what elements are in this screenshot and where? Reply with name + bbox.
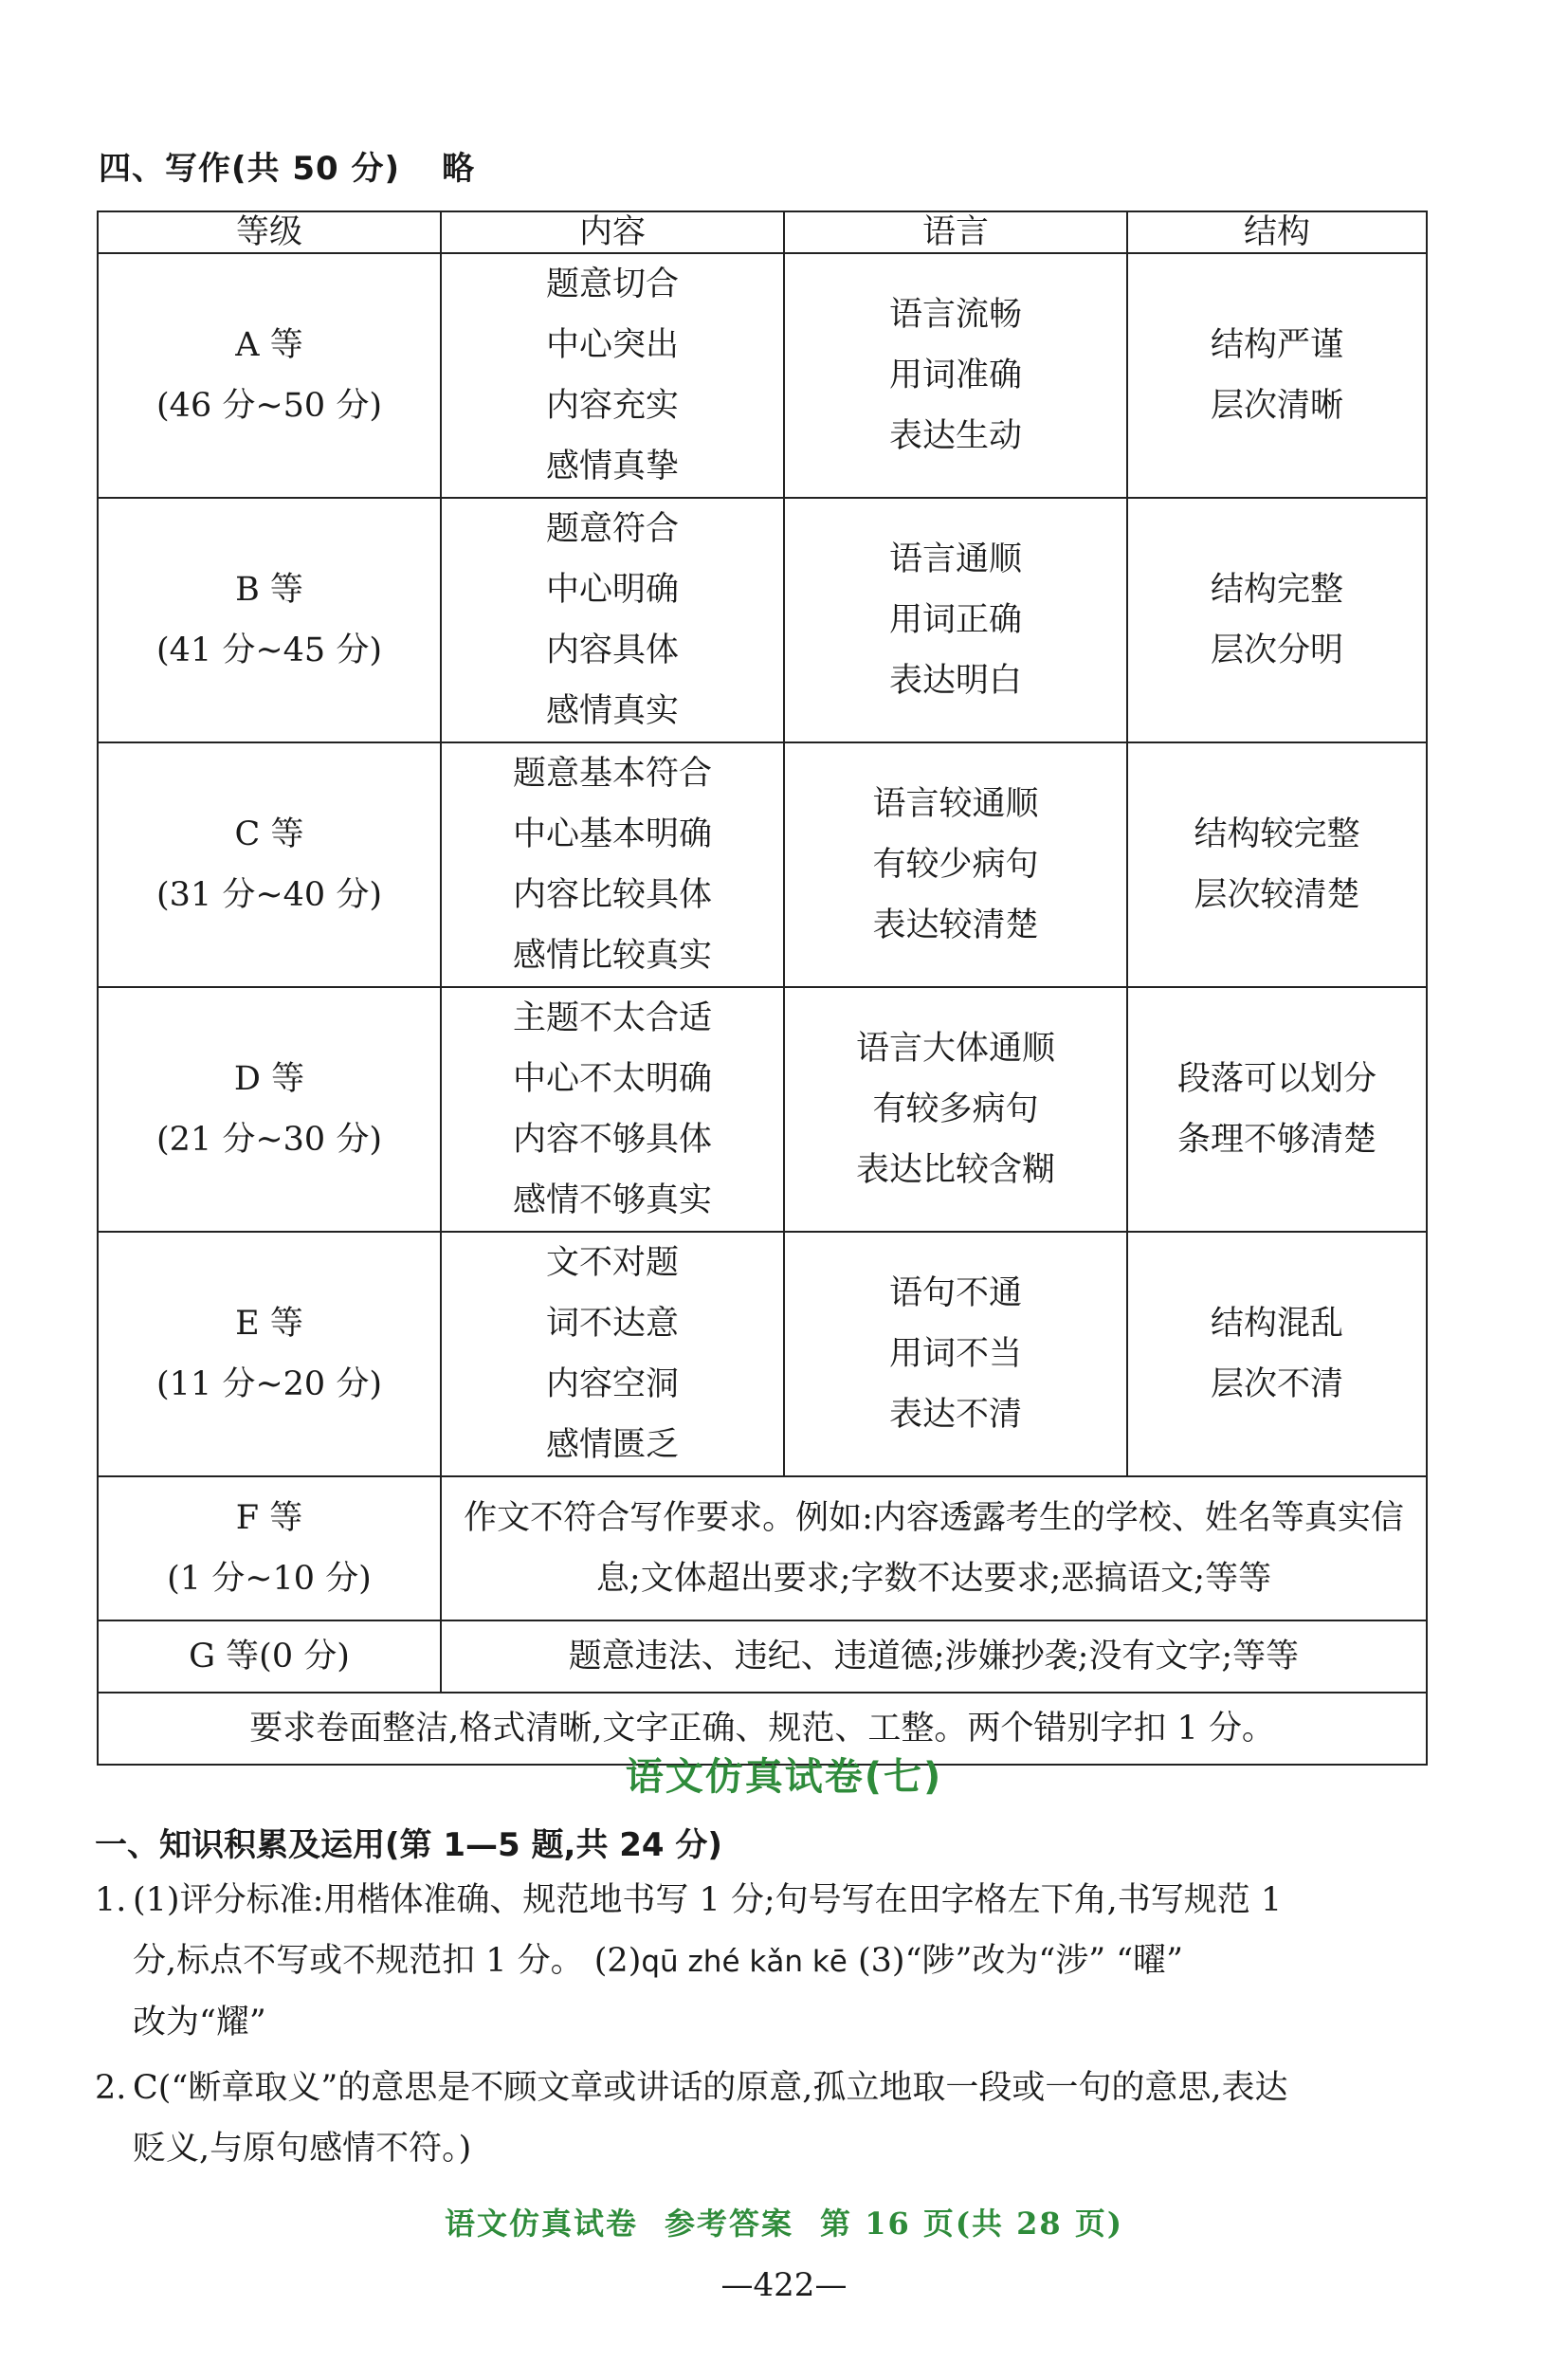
structure-cell — [1127, 742, 1427, 987]
content-line: 内容比较具体 — [512, 876, 712, 914]
answer-line: 贬义,与原句感情不符。) — [133, 2130, 472, 2168]
content-cell — [441, 987, 784, 1232]
page-number: —422— — [720, 2266, 848, 2304]
content-line: 词不达意 — [545, 1305, 679, 1343]
content-line: 题意基本符合 — [512, 755, 712, 793]
structure-line: 段落可以划分 — [1176, 1060, 1377, 1098]
table-header-row — [98, 211, 1427, 253]
language-line: 用词不当 — [888, 1335, 1022, 1373]
answer-text: 分,标点不写或不规范扣 1 分。 (2) — [133, 1942, 642, 1980]
grade-label: F 等 — [235, 1499, 303, 1537]
content-line: 题意符合 — [545, 510, 679, 548]
content-line: 感情不够真实 — [512, 1181, 712, 1219]
language-cell — [784, 498, 1127, 742]
language-line: 用词准确 — [888, 357, 1022, 394]
grade-label: G 等(0 分) — [98, 1620, 441, 1693]
grade-cell — [98, 253, 441, 498]
structure-line: 层次较清楚 — [1194, 876, 1360, 914]
footer-page-info: 第 16 页(共 28 页) — [820, 2206, 1123, 2242]
f-row-description: 作文不符合写作要求。例如:内容透露考生的学校、姓名等真实信息;文体超出要求;字数不达要求;恶搞语文;等等 — [441, 1476, 1427, 1620]
grade-range: (11 分~20 分) — [156, 1365, 382, 1403]
language-line: 语言通顺 — [888, 540, 1022, 578]
grade-cell — [98, 1232, 441, 1476]
content-line: 中心不太明确 — [512, 1060, 712, 1098]
structure-line: 层次清晰 — [1210, 387, 1343, 425]
grade-range: (31 分~40 分) — [156, 876, 382, 914]
question-1-answer — [95, 1870, 1431, 2053]
content-line: 主题不太合适 — [512, 999, 712, 1037]
content-line: 内容不够具体 — [512, 1121, 712, 1159]
table-row-f — [98, 1476, 1427, 1620]
grade-label: D 等 — [233, 1060, 305, 1098]
structure-cell — [1127, 987, 1427, 1232]
language-line: 语句不通 — [888, 1274, 1022, 1312]
answer-line: C(“断章取义”的意思是不顾文章或讲话的原意,孤立地取一段或一句的意思,表达 — [133, 2069, 1288, 2107]
structure-line: 结构严谨 — [1210, 326, 1343, 364]
content-cell — [441, 742, 784, 987]
language-line: 有较多病句 — [872, 1090, 1039, 1128]
g-row-description: 题意违法、违纪、违道德;涉嫌抄袭;没有文字;等等 — [441, 1620, 1427, 1693]
language-cell — [784, 742, 1127, 987]
structure-line: 层次不清 — [1210, 1365, 1343, 1403]
structure-cell — [1127, 1232, 1427, 1476]
structure-line: 条理不够清楚 — [1176, 1121, 1377, 1159]
exam-title: 语文仿真试卷(七) — [625, 1755, 943, 1799]
answer-line: 改为“耀” — [133, 2004, 266, 2041]
structure-cell — [1127, 253, 1427, 498]
table-row-a — [98, 253, 1427, 498]
structure-cell — [1127, 498, 1427, 742]
section-4-heading — [99, 142, 475, 189]
grading-rubric-table — [97, 211, 1428, 1766]
pinyin-answer: qū zhé kǎn kē — [641, 1945, 848, 1979]
grade-range: (46 分~50 分) — [156, 387, 382, 425]
content-line: 中心明确 — [545, 571, 679, 609]
section-4-brief: 略 — [442, 150, 476, 188]
language-line: 有较少病句 — [872, 846, 1039, 884]
question-number: 2. — [95, 2069, 127, 2107]
answer-text: (3)“陟”改为“涉” “曜” — [847, 1942, 1184, 1980]
structure-line: 结构较完整 — [1194, 815, 1360, 853]
language-line: 表达不清 — [888, 1396, 1022, 1434]
structure-line: 结构混乱 — [1210, 1305, 1343, 1343]
language-line: 语言较通顺 — [872, 785, 1039, 823]
page-footer — [0, 2200, 1568, 2243]
content-line: 中心突出 — [545, 326, 679, 364]
content-line: 题意切合 — [545, 265, 679, 303]
grade-range: (41 分~45 分) — [156, 632, 382, 669]
header-grade: 等级 — [98, 211, 441, 253]
content-cell — [441, 498, 784, 742]
grade-cell — [98, 987, 441, 1232]
content-line: 感情匮乏 — [545, 1426, 679, 1464]
content-line: 中心基本明确 — [512, 815, 712, 853]
language-cell — [784, 987, 1127, 1232]
header-structure: 结构 — [1127, 211, 1427, 253]
section-4-title: 四、写作(共 50 分) — [99, 150, 401, 188]
language-line: 表达生动 — [888, 417, 1022, 455]
content-line: 文不对题 — [545, 1244, 679, 1282]
content-line: 感情真实 — [545, 692, 679, 730]
footer-section: 参考答案 — [665, 2206, 794, 2242]
content-line: 感情比较真实 — [512, 937, 712, 975]
language-line: 表达明白 — [888, 662, 1022, 700]
language-line: 表达较清楚 — [872, 906, 1039, 944]
content-line: 内容空洞 — [545, 1365, 679, 1403]
grade-label: B 等 — [235, 571, 303, 609]
table-note: 要求卷面整洁,格式清晰,文字正确、规范、工整。两个错别字扣 1 分。 — [98, 1693, 1427, 1765]
language-line: 语言流畅 — [888, 296, 1022, 334]
language-line: 语言大体通顺 — [855, 1030, 1055, 1068]
question-number: 1. — [95, 1881, 127, 1919]
grade-label: A 等 — [235, 326, 303, 364]
answer-line — [133, 1931, 1431, 1992]
language-line: 用词正确 — [888, 601, 1022, 639]
question-2-answer — [95, 2058, 1431, 2179]
grade-cell — [98, 1476, 441, 1620]
structure-line: 层次分明 — [1210, 632, 1343, 669]
table-row-d — [98, 987, 1427, 1232]
grade-label: C 等 — [234, 815, 304, 853]
part-1-heading: 一、知识积累及运用(第 1—5 题,共 24 分) — [95, 1826, 722, 1864]
grade-cell — [98, 742, 441, 987]
header-content: 内容 — [441, 211, 784, 253]
grade-cell — [98, 498, 441, 742]
language-cell — [784, 1232, 1127, 1476]
table-row-g — [98, 1620, 1427, 1693]
header-language: 语言 — [784, 211, 1127, 253]
grade-range: (1 分~10 分) — [167, 1560, 372, 1598]
language-line: 表达比较含糊 — [855, 1151, 1055, 1189]
grade-range: (21 分~30 分) — [156, 1121, 382, 1159]
grade-label: E 等 — [235, 1305, 303, 1343]
answer-line: (1)评分标准:用楷体准确、规范地书写 1 分;句号写在田字格左下角,书写规范 1 — [133, 1881, 1283, 1919]
content-cell — [441, 1232, 784, 1476]
table-row-e — [98, 1232, 1427, 1476]
content-cell — [441, 253, 784, 498]
language-cell — [784, 253, 1127, 498]
table-row-c — [98, 742, 1427, 987]
footer-book-title: 语文仿真试卷 — [445, 2206, 639, 2242]
content-line: 感情真挚 — [545, 448, 679, 485]
table-row-b — [98, 498, 1427, 742]
structure-line: 结构完整 — [1210, 571, 1343, 609]
content-line: 内容充实 — [545, 387, 679, 425]
content-line: 内容具体 — [545, 632, 679, 669]
